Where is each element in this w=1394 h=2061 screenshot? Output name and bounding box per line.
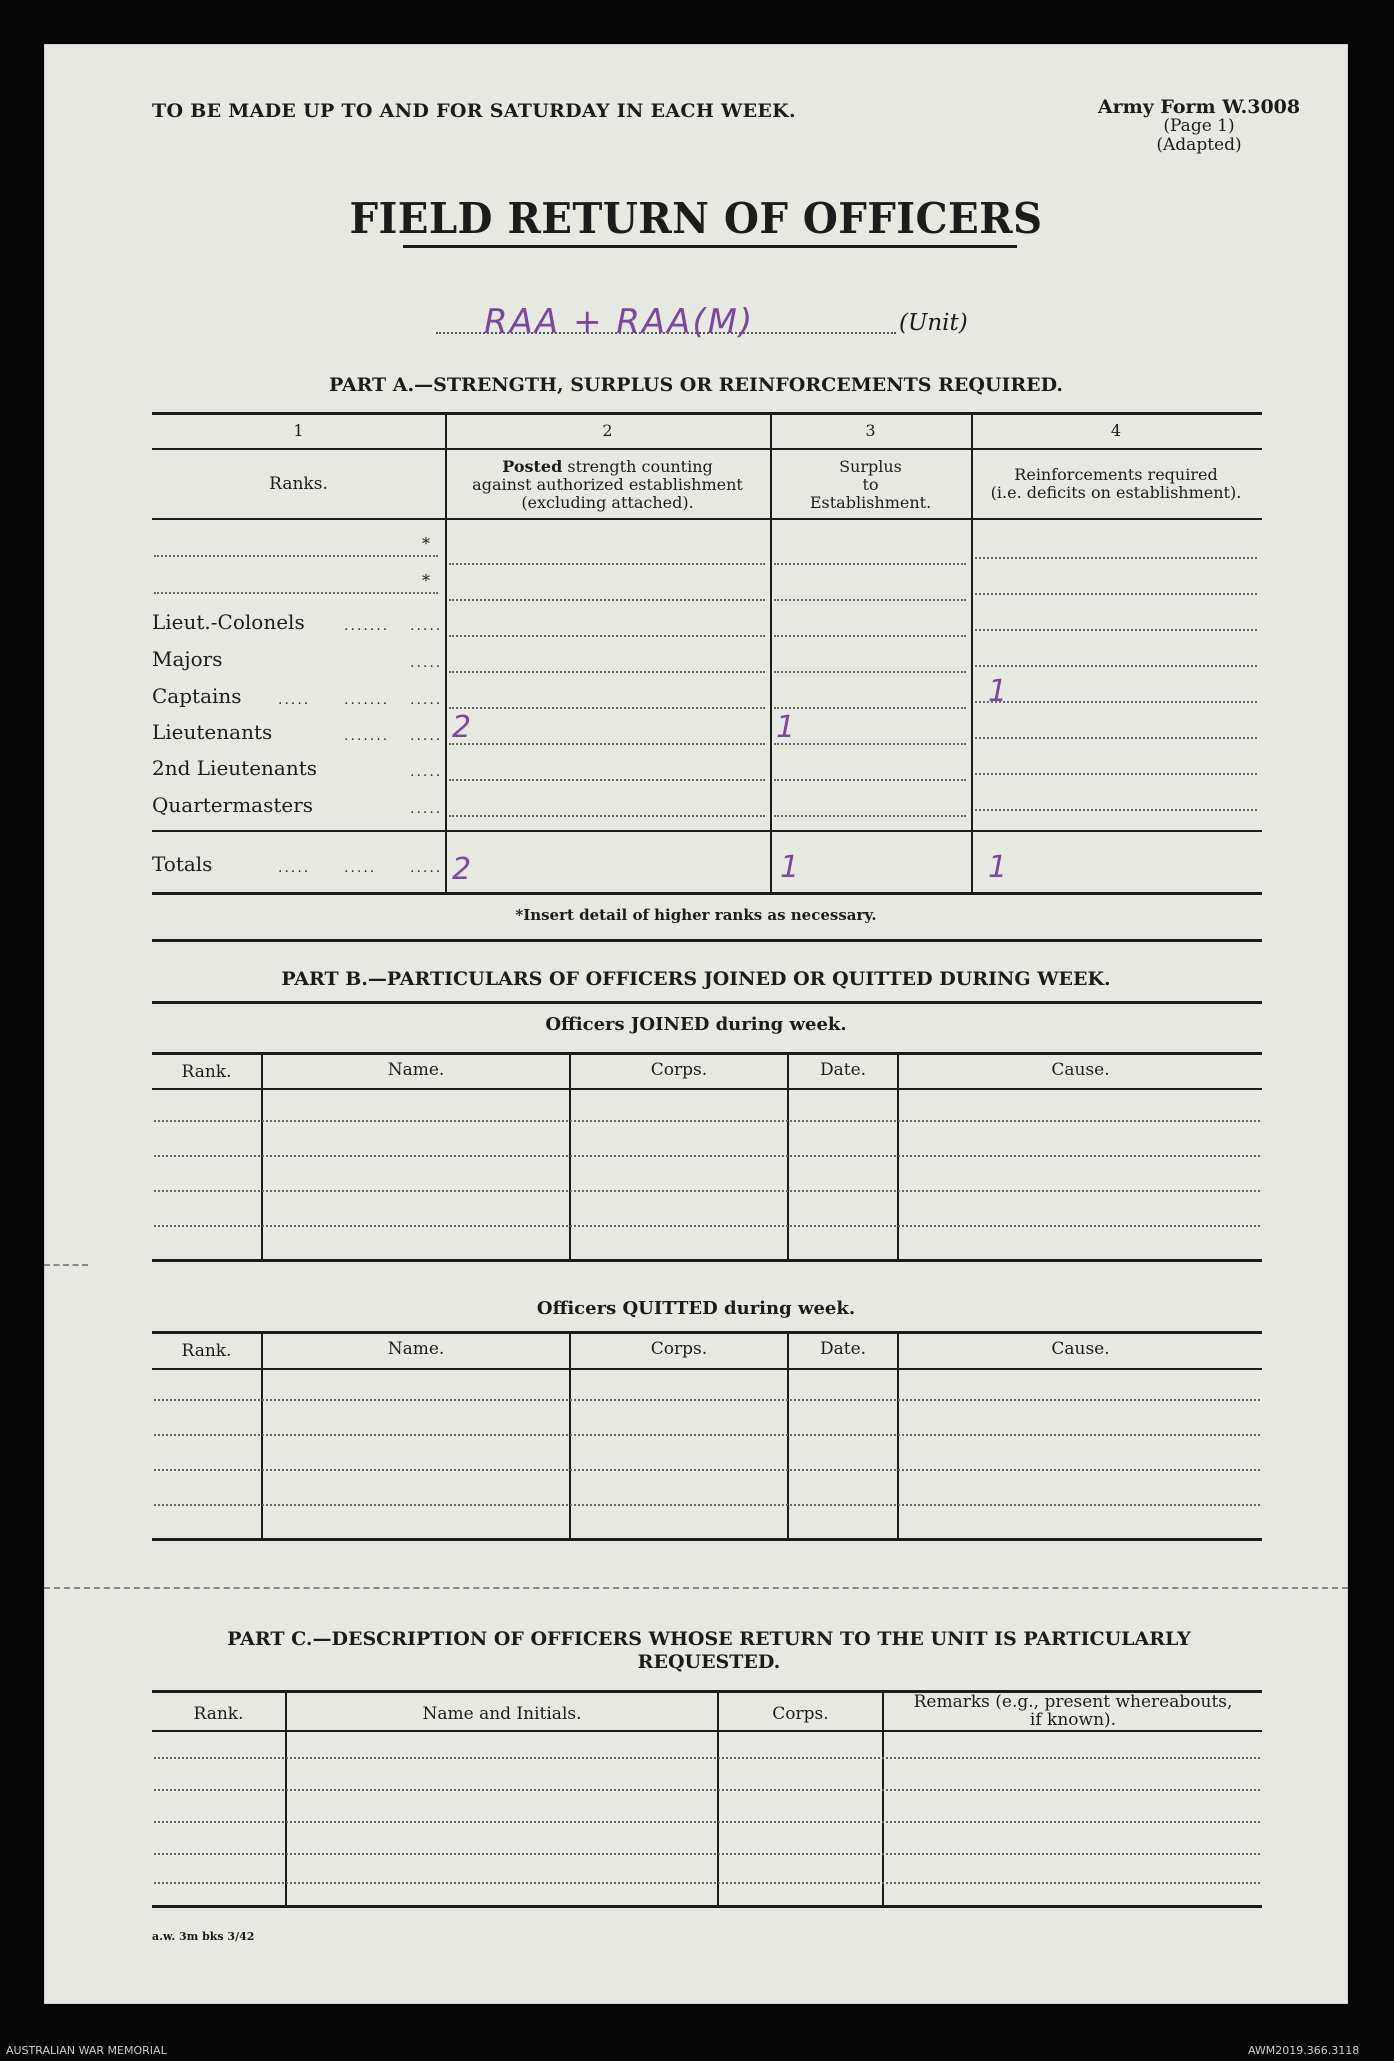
joined-entry-row[interactable] (154, 1155, 1260, 1157)
entry-line (449, 815, 765, 817)
part-c-heading-line1: PART C.—DESCRIPTION OF OFFICERS WHOSE RETURN TO THE UNIT IS PARTICULARLY (227, 1628, 1191, 1650)
leader-dots: ..... (410, 764, 443, 780)
leader-dots: ....... (344, 618, 390, 634)
col-divider (787, 1333, 789, 1539)
rule (152, 1538, 1262, 1541)
joined-col-corps: Corps. (650, 1060, 708, 1080)
rule (152, 939, 1262, 942)
joined-col-date: Date. (819, 1060, 867, 1080)
entry-line (774, 599, 966, 601)
totals-label: Totals (152, 852, 213, 876)
rank-lieut-colonels: Lieut.-Colonels (152, 610, 305, 634)
col-divider (787, 1054, 789, 1260)
form-number: Army Form W.3008 (1097, 96, 1301, 118)
rule (152, 1368, 1262, 1370)
col-divider (717, 1692, 719, 1906)
entry-line (975, 701, 1257, 703)
col-header-ranks: Ranks. (269, 474, 328, 494)
joined-title: Officers JOINED during week. (545, 1014, 847, 1035)
rule (152, 1905, 1262, 1908)
leader-dots: ....... (344, 728, 390, 744)
col-divider (897, 1333, 899, 1539)
joined-col-name: Name. (387, 1060, 445, 1080)
entry-line (774, 707, 966, 709)
c-col-corps: Corps. (772, 1704, 829, 1724)
entry-line (774, 815, 966, 817)
rule (152, 1259, 1262, 1262)
part-c-heading-line2: REQUESTED. (637, 1651, 781, 1673)
posted-line2: against authorized establishment (472, 475, 743, 494)
archive-id: AWM2019.366.3118 (1248, 2044, 1360, 2057)
part-c-heading (194, 1628, 1224, 1674)
title-underline (403, 245, 1017, 248)
leader-dots: ..... (410, 618, 443, 634)
rank-blank-2[interactable] (154, 592, 438, 594)
leader-dots: ..... (410, 728, 443, 744)
remarks-line2: if known). (1029, 1710, 1117, 1730)
print-code: a.w. 3m bks 3/42 (152, 1930, 255, 1943)
col-divider (285, 1692, 287, 1906)
entry-line (774, 671, 966, 673)
col-divider (261, 1054, 263, 1260)
fold-mark (44, 1264, 88, 1266)
entry-line (774, 779, 966, 781)
entry-line (975, 773, 1257, 775)
surplus-line1: Surplus (839, 457, 902, 476)
lieutenants-posted-value[interactable]: 2 (452, 710, 472, 745)
col-number-4: 4 (1110, 421, 1122, 440)
rule (152, 412, 1262, 415)
quitted-entry-row[interactable] (154, 1504, 1260, 1506)
entry-line (774, 635, 966, 637)
rank-captains: Captains (152, 684, 242, 708)
rule (152, 830, 1262, 832)
col-header-reinforcements (971, 466, 1261, 502)
leader-dots: ..... (410, 860, 443, 876)
entry-line (774, 563, 966, 565)
rule (152, 1001, 1262, 1004)
joined-entry-row[interactable] (154, 1190, 1260, 1192)
entry-line (975, 629, 1257, 631)
quitted-col-date: Date. (819, 1339, 867, 1359)
rule (152, 448, 1262, 450)
part-c-entry-row[interactable] (154, 1821, 1260, 1823)
entry-line (449, 563, 765, 565)
rule (152, 518, 1262, 520)
rule (152, 892, 1262, 895)
entry-line (975, 593, 1257, 595)
part-a-heading: PART A.—STRENGTH, SURPLUS OR REINFORCEMENTS REQUIRED. (328, 374, 1064, 396)
adapted-note: (Adapted) (1156, 135, 1242, 155)
rule (152, 1331, 1262, 1334)
form-number-block (1054, 98, 1344, 155)
entry-line (975, 809, 1257, 811)
rule (152, 1088, 1262, 1090)
reinf-line1: Reinforcements required (1014, 465, 1218, 484)
rank-blank-1[interactable] (154, 555, 438, 557)
page-title: FIELD RETURN OF OFFICERS (349, 194, 1043, 243)
joined-entry-row[interactable] (154, 1120, 1260, 1122)
fold-line (44, 1587, 1348, 1589)
lieutenants-surplus-value[interactable]: 1 (776, 710, 796, 745)
entry-line (975, 737, 1257, 739)
posted-bold: Posted (502, 457, 563, 476)
totals-surplus-value[interactable]: 1 (780, 850, 800, 885)
leader-dots: ..... (410, 692, 443, 708)
col-divider (897, 1054, 899, 1260)
posted-line3: (excluding attached). (521, 493, 694, 512)
quitted-col-name: Name. (387, 1339, 445, 1359)
col-divider (569, 1333, 571, 1539)
rank-lieutenants: Lieutenants (152, 720, 273, 744)
remarks-line1: Remarks (e.g., present whereabouts, (913, 1692, 1233, 1712)
joined-col-cause: Cause. (1051, 1060, 1110, 1080)
entry-line (449, 707, 765, 709)
quitted-col-corps: Corps. (650, 1339, 708, 1359)
form-page (44, 44, 1348, 2004)
totals-posted-value[interactable]: 2 (452, 852, 472, 887)
col-number-3: 3 (865, 421, 876, 440)
totals-reinforcements-value[interactable]: 1 (988, 850, 1008, 885)
entry-line (774, 743, 966, 745)
quitted-entry-row[interactable] (154, 1469, 1260, 1471)
col-divider (882, 1692, 884, 1906)
entry-line (449, 779, 765, 781)
part-c-entry-row[interactable] (154, 1882, 1260, 1884)
part-b-heading: PART B.—PARTICULARS OF OFFICERS JOINED OR QUITTED DURING WEEK. (281, 968, 1111, 990)
rule (152, 1730, 1262, 1732)
leader-dots: ..... (410, 655, 443, 671)
entry-line (975, 665, 1257, 667)
rank-quartermasters: Quartermasters (152, 793, 314, 817)
part-c-entry-row[interactable] (154, 1853, 1260, 1855)
quitted-title: Officers QUITTED during week. (536, 1298, 856, 1319)
joined-entry-row[interactable] (154, 1225, 1260, 1227)
col-header-surplus (770, 458, 971, 512)
quitted-entry-row[interactable] (154, 1399, 1260, 1401)
col-number-2: 2 (602, 421, 613, 440)
page-number: (Page 1) (1163, 116, 1235, 136)
star-marker: * (422, 571, 430, 590)
unit-field[interactable]: RAA + RAA(M) (484, 302, 755, 342)
star-marker: * (422, 534, 430, 553)
quitted-col-rank: Rank. (181, 1341, 232, 1361)
entry-line (449, 743, 765, 745)
entry-line (975, 557, 1257, 559)
leader-dots: ..... (278, 860, 311, 876)
part-c-entry-row[interactable] (154, 1789, 1260, 1791)
captains-reinforcements-value[interactable]: 1 (988, 674, 1008, 709)
leader-dots: ....... (344, 692, 390, 708)
posted-rest: strength counting (562, 457, 713, 476)
header-instruction: TO BE MADE UP TO AND FOR SATURDAY IN EACH WEEK. (152, 100, 796, 122)
c-col-rank: Rank. (193, 1704, 244, 1724)
footnote: *Insert detail of higher ranks as necessary. (515, 906, 877, 924)
reinf-line2: (i.e. deficits on establishment). (990, 483, 1242, 502)
c-col-remarks (884, 1693, 1262, 1729)
col-number-1: 1 (293, 421, 304, 440)
col-divider (261, 1333, 263, 1539)
leader-dots: ..... (278, 692, 311, 708)
quitted-entry-row[interactable] (154, 1434, 1260, 1436)
entry-line (449, 671, 765, 673)
surplus-line3: Establishment. (809, 493, 932, 512)
rule (152, 1052, 1262, 1055)
quitted-col-cause: Cause. (1051, 1339, 1110, 1359)
col-divider (569, 1054, 571, 1260)
joined-col-rank: Rank. (181, 1062, 232, 1082)
archive-credit: AUSTRALIAN WAR MEMORIAL (6, 2044, 167, 2057)
col-header-posted (445, 458, 770, 512)
unit-label: (Unit) (899, 310, 968, 336)
rank-2nd-lieutenants: 2nd Lieutenants (152, 756, 318, 780)
leader-dots: ..... (344, 860, 377, 876)
entry-line (449, 635, 765, 637)
surplus-line2: to (862, 475, 879, 494)
leader-dots: ..... (410, 801, 443, 817)
c-col-name: Name and Initials. (422, 1704, 582, 1724)
rank-majors: Majors (152, 647, 223, 671)
entry-line (449, 599, 765, 601)
part-c-entry-row[interactable] (154, 1757, 1260, 1759)
